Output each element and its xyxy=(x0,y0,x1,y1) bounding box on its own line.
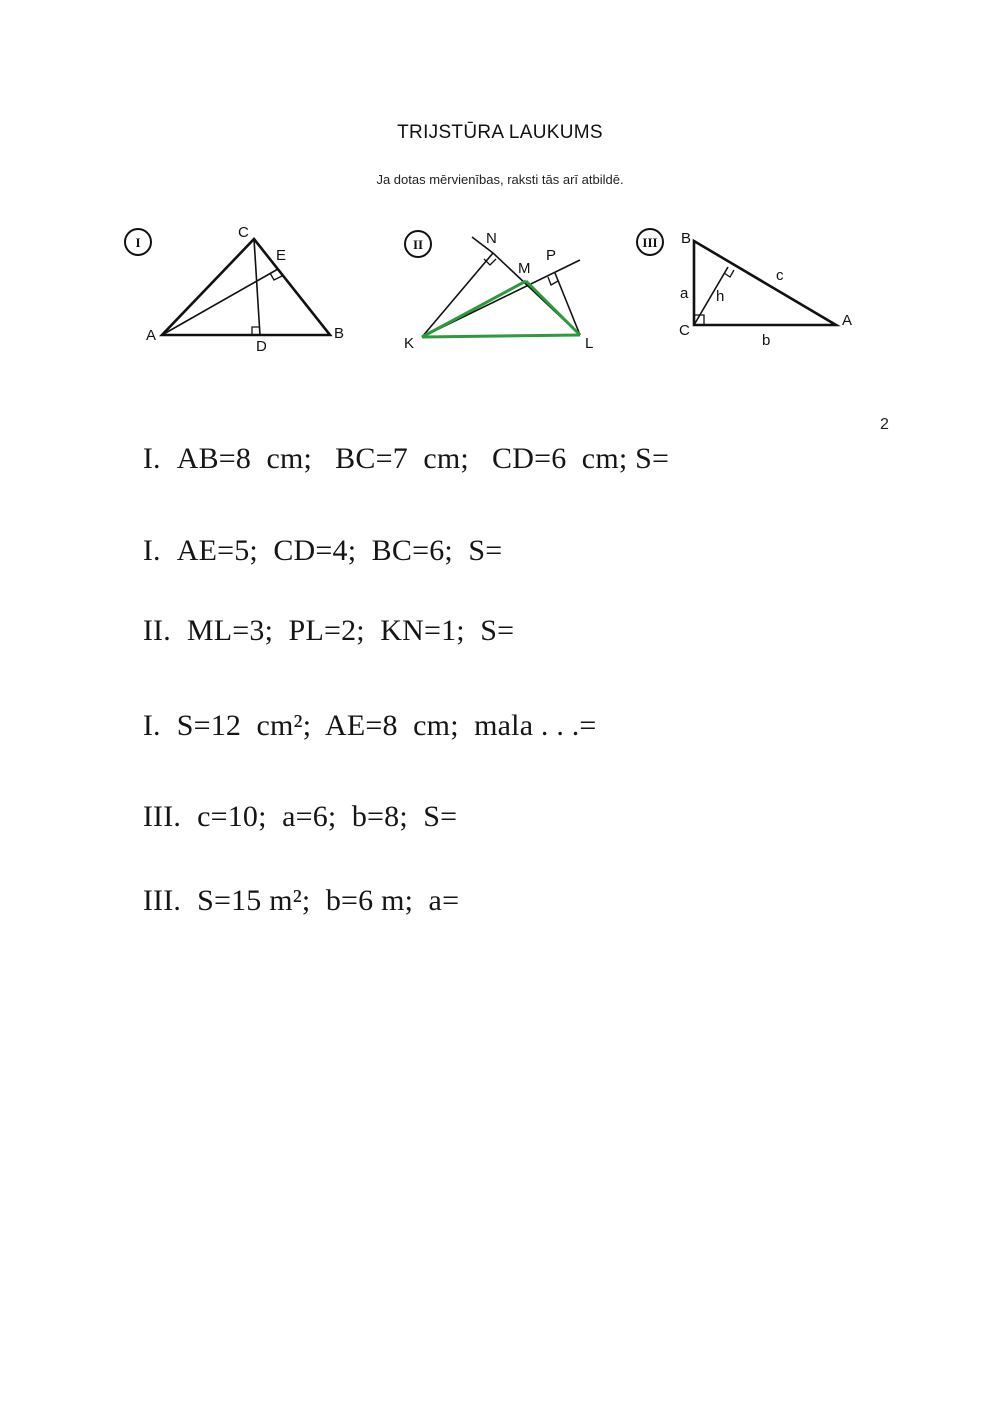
page-title: TRIJSTŪRA LAUKUMS xyxy=(397,122,603,143)
side-number: 2 xyxy=(880,416,889,433)
label-m: M xyxy=(518,260,531,277)
figure-3 xyxy=(620,215,870,365)
problem-4-roman: I. xyxy=(142,709,161,742)
label-b-vertex: B xyxy=(681,230,692,247)
height-ae xyxy=(162,269,278,335)
label-a-side: a xyxy=(680,285,689,302)
label-c: C xyxy=(238,224,249,241)
label-c-side: c xyxy=(776,267,784,284)
figure-3-number: III xyxy=(642,235,658,250)
side-km-highlight xyxy=(422,281,526,337)
side-ml-highlight xyxy=(526,281,580,335)
label-p: P xyxy=(546,247,557,264)
figure-1-number: I xyxy=(135,235,141,250)
figure-1 xyxy=(110,215,370,365)
label-d: D xyxy=(256,338,267,355)
label-n: N xyxy=(486,230,497,247)
label-e: E xyxy=(276,247,287,264)
label-a: A xyxy=(146,327,157,344)
problem-6-roman: III. xyxy=(142,884,182,917)
height-cd xyxy=(254,239,260,335)
label-b-side: b xyxy=(762,332,771,349)
figure-1-diagram xyxy=(110,215,370,365)
problem-1-roman: I. xyxy=(142,442,161,475)
figure-2-number: II xyxy=(412,237,424,252)
label-h: h xyxy=(716,288,725,305)
figure-2-diagram xyxy=(390,215,620,365)
problem-3-text: ML=3; PL=2; KN=1; S= xyxy=(186,614,515,647)
instruction-text: Ja dotas mērvienības, raksti tās arī atbildē. xyxy=(376,172,624,187)
problem-5-text: c=10; a=6; b=8; S= xyxy=(197,800,458,833)
line-kn xyxy=(422,253,493,337)
problem-1-text: AB=8 cm; BC=7 cm; CD=6 cm; S= xyxy=(176,442,670,475)
triangle-abc-right xyxy=(694,241,836,325)
problem-3 xyxy=(112,580,514,682)
height-lp xyxy=(555,273,580,335)
label-a-vertex: A xyxy=(842,312,853,329)
side-kl-highlight xyxy=(422,335,580,337)
label-k: K xyxy=(404,335,415,352)
problem-4 xyxy=(112,675,597,777)
problem-4-text: S=12 cm²; AE=8 cm; mala . . .= xyxy=(176,709,597,742)
problem-3-roman: II. xyxy=(142,614,171,647)
figure-3-diagram xyxy=(620,215,870,365)
problem-2-text: AE=5; CD=4; BC=6; S= xyxy=(176,534,503,567)
problem-2-roman: I. xyxy=(142,534,161,567)
figure-2 xyxy=(390,215,620,365)
problem-6 xyxy=(112,850,459,952)
problem-5-roman: III. xyxy=(142,800,182,833)
problem-6-text: S=15 m²; b=6 m; a= xyxy=(197,884,460,917)
label-l: L xyxy=(585,335,594,352)
label-c-vertex: C xyxy=(679,322,690,339)
label-b: B xyxy=(334,325,345,342)
problem-1 xyxy=(112,408,669,510)
